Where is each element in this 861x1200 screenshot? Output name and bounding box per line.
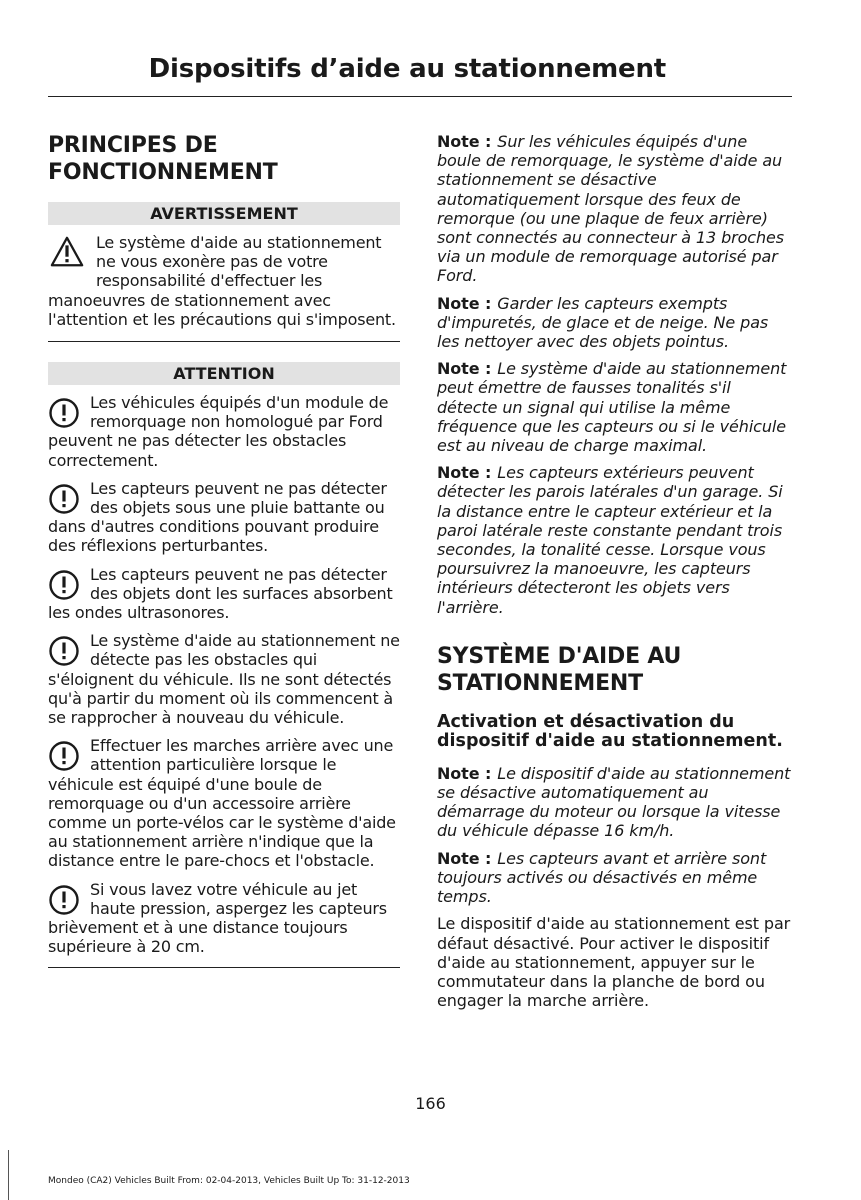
attention-text: Les véhicules équipés d'un module de remorquage non homologué par Ford peuvent ne pas détecter les obstacles correctement. [48, 393, 389, 470]
exclamation-circle-icon [48, 740, 80, 772]
note [437, 294, 793, 352]
note [437, 463, 793, 617]
exclamation-circle-icon [48, 483, 80, 515]
right-column [437, 132, 793, 1018]
attention-text: Les capteurs peuvent ne pas détecter des objets sous une pluie battante ou dans d'autres conditions pouvant produire des réflexions perturbantes. [48, 478, 387, 556]
page-number: 166 [415, 1094, 446, 1113]
note [437, 764, 793, 841]
note-label: Note : [437, 132, 492, 151]
attention-text: Effectuer les marches arrière avec une attention particulière lorsque le véhicule est équipé d'une boule de remorquage ou d'un accessoire arrière comme un porte-vélos car le système d'aide au stationnement arrière n'indique que la distance entre le pare-chocs et l'obstacle. [48, 736, 396, 871]
attention-text: Le système d'aide au stationnement ne détecte pas les obstacles qui s'éloignent du véhicule. Ils ne sont détectés qu'à partir du moment où ils commencent à se rapprocher à nouveau du véhicule. [48, 631, 400, 728]
warning-banner: AVERTISSEMENT [48, 202, 400, 225]
attention-item [48, 880, 400, 957]
attention-text: Les capteurs peuvent ne pas détecter des objets dont les surfaces absorbent les ondes ultrasonores. [48, 564, 393, 623]
attention-banner: ATTENTION [48, 362, 400, 385]
left-column [48, 132, 400, 968]
warning-divider [48, 341, 400, 342]
attention-item [48, 393, 400, 470]
warning-text: Le système d'aide au stationnement ne vous exonère pas de votre responsabilité d'effectuer les manoeuvres de stationnement avec l'attention et les précautions qui s'imposent. [48, 233, 396, 329]
title-divider [48, 96, 792, 97]
warning-triangle-icon [48, 235, 86, 269]
note [437, 359, 793, 455]
note-label: Note : [437, 293, 492, 313]
subheading-activation: Activation et désactivation du dispositif d'aide au stationnement. [437, 711, 783, 752]
attention-item [48, 565, 400, 623]
exclamation-circle-icon [48, 635, 80, 667]
section-heading-system: SYSTÈME D'AIDE AU STATIONNEMENT [437, 643, 682, 696]
note-text: Les capteurs extérieurs peuvent détecter les parois latérales d'un garage. Si la distance entre le capteur extérieur et la paroi latérale reste constante pendant trois secondes, la tonalité cesse. Lorsque vous poursuivrez la manoeuvre, les capteurs intérieurs détecteront les objets vers l'arrière. [437, 463, 783, 617]
attention-item [48, 631, 400, 727]
section-heading-principles: PRINCIPES DE FONCTIONNEMENT [48, 133, 278, 185]
note-label: Note : [437, 848, 492, 868]
note-text: Garder les capteurs exempts d'impuretés, de glace et de neige. Ne pas les nettoyer avec des objets pointus. [437, 293, 769, 352]
crop-mark [8, 1150, 19, 1200]
exclamation-circle-icon [48, 569, 80, 601]
attention-text: Si vous lavez votre véhicule au jet haute pression, aspergez les capteurs brièvement et à une distance toujours supérieure à 20 cm. [48, 879, 387, 957]
note-label: Note : [437, 463, 492, 483]
note-text: Le dispositif d'aide au stationnement se désactive automatiquement au démarrage du moteur ou lorsque la vitesse du véhicule dépasse 16 km/h. [437, 763, 791, 841]
note [437, 849, 793, 907]
attention-item [48, 479, 400, 556]
exclamation-circle-icon [48, 397, 80, 429]
note-text: Le système d'aide au stationnement peut émettre de fausses tonalités s'il détecte un signal qui utilise la même fréquence que les capteurs ou si le véhicule est au niveau de charge maximal. [437, 359, 787, 456]
footer-text: Mondeo (CA2) Vehicles Built From: 02-04-2013, Vehicles Built Up To: 31-12-2013 [48, 1176, 410, 1186]
attention-divider [48, 967, 400, 968]
body-paragraph: Le dispositif d'aide au stationnement est par défaut désactivé. Pour activer le dispositif d'aide au stationnement, appuyer sur le commutateur dans la planche de bord ou engager la marche arrière. [437, 914, 791, 1011]
note [437, 132, 793, 286]
warning-entry [48, 233, 400, 329]
attention-item [48, 736, 400, 870]
exclamation-circle-icon [48, 884, 80, 916]
note-text: Les capteurs avant et arrière sont toujours activés ou désactivés en même temps. [437, 848, 767, 907]
note-text: Sur les véhicules équipés d'une boule de remorquage, le système d'aide au stationnement se désactive automatiquement lorsque des feux de remorque (ou une plaque de feux arrière) sont connectés au connecteur à 13 broches via un module de remorquage autorisé par Ford. [437, 132, 785, 286]
note-label: Note : [437, 763, 492, 783]
note-label: Note : [437, 359, 492, 379]
page-title: Dispositifs d’aide au stationnement [148, 54, 666, 84]
